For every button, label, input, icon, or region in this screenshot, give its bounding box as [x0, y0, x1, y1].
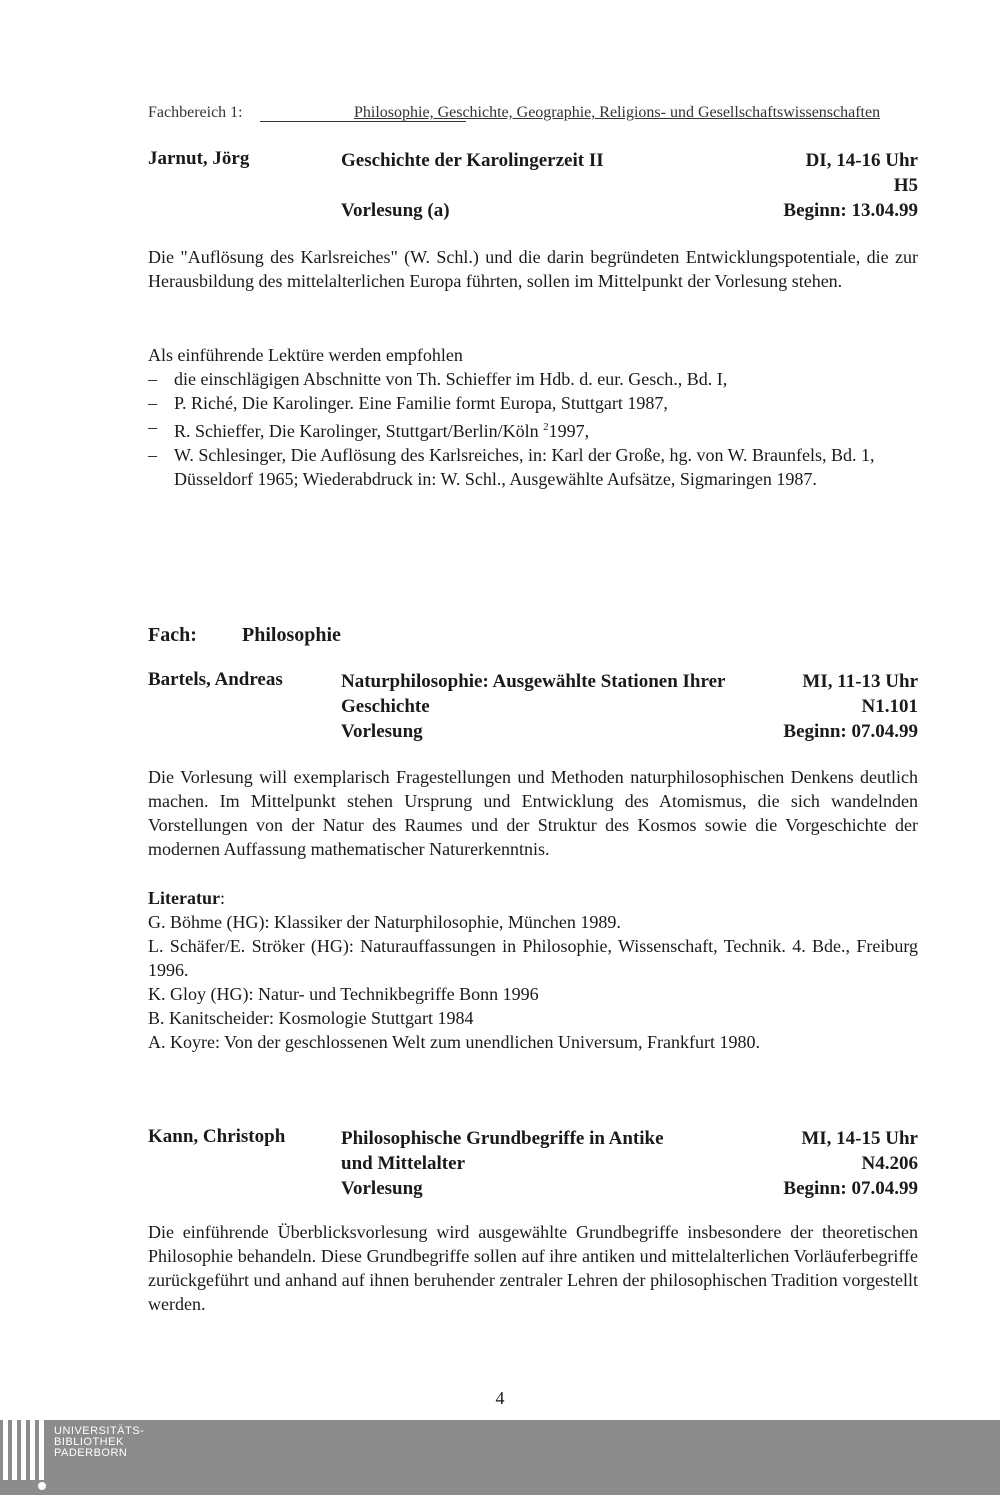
course-title-line: Geschichte [341, 696, 430, 717]
library-name: UNIVERSITÄTS- BIBLIOTHEK PADERBORN [54, 1425, 145, 1459]
course-title-line: Naturphilosophie: Ausgewählte Stationen Ihrer [341, 671, 726, 692]
list-item: K. Gloy (HG): Natur- und Technikbegriffe Bonn 1996 [148, 984, 539, 1004]
lecturer-name: Jarnut, Jörg [148, 148, 250, 169]
course-entry-bartels [148, 669, 918, 749]
subject-label: Fach: [148, 624, 197, 646]
list-item: B. Kanitscheider: Kosmologie Stuttgart 1984 [148, 1008, 474, 1028]
reading-list [148, 367, 918, 491]
list-item: G. Böhme (HG): Klassiker der Naturphilosophie, München 1989. [148, 912, 621, 932]
course-time: DI, 14-16 Uhr [805, 150, 918, 171]
course-title-line: und Mittelalter [341, 1153, 466, 1174]
reading-intro: Als einführende Lektüre werden empfohlen [148, 345, 463, 365]
course-room: N4.206 [861, 1153, 918, 1174]
subject-value: Philosophie [242, 624, 341, 646]
department-label: Fachbereich 1: [148, 104, 243, 121]
subject-heading [148, 624, 341, 647]
course-time: MI, 11-13 Uhr [802, 671, 918, 692]
course-schedule [783, 1126, 918, 1201]
logo-dot [38, 1482, 46, 1490]
lecturer-name: Bartels, Andreas [148, 669, 283, 690]
course-start: Beginn: 07.04.99 [783, 721, 918, 742]
course-room: H5 [893, 175, 918, 196]
course-start: Beginn: 07.04.99 [783, 1178, 918, 1199]
literature-heading: Literatur: [148, 888, 225, 908]
course-description: Die einführende Überblicksvorlesung wird ausgewählte Grundbegriffe insbesondere der theoretischen Philosophie behandeln. Diese Grundbegriffe sollen auf ihre antiken und mittelalterlichen Vorläuferbegriffe zurückgeführt und anhand auf ihnen beruhender zentraler Lehren der philosophischen Tradition vorgestellt werden. [148, 1222, 918, 1314]
course-entry-kann [148, 1126, 918, 1206]
course-schedule [783, 148, 918, 223]
course-title: Geschichte der Karolingerzeit II [341, 150, 604, 171]
course-type: Vorlesung [341, 721, 423, 742]
course-start: Beginn: 13.04.99 [783, 200, 918, 221]
page-header [148, 104, 918, 124]
course-type: Vorlesung [341, 1178, 423, 1199]
course-schedule [783, 669, 918, 744]
course-title-block [341, 669, 761, 744]
lecturer-name: Kann, Christoph [148, 1126, 286, 1147]
list-item: – die einschlägigen Abschnitte von Th. Schieffer im Hdb. d. eur. Gesch., Bd. I, [148, 369, 728, 389]
literature-block [148, 886, 918, 1054]
list-item: A. Koyre: Von der geschlossenen Welt zum unendlichen Universum, Frankfurt 1980. [148, 1032, 760, 1052]
course-title-line: Philosophische Grundbegriffe in Antike [341, 1128, 664, 1149]
course-type: Vorlesung (a) [341, 200, 450, 221]
course-room: N1.101 [861, 696, 918, 717]
library-footer [0, 1420, 1000, 1495]
list-item: – P. Riché, Die Karolinger. Eine Familie formt Europa, Stuttgart 1987, [148, 393, 668, 413]
course-title-block [341, 148, 761, 223]
list-item: – R. Schieffer, Die Karolinger, Stuttgart/Berlin/Köln $^2$1997, [148, 417, 590, 441]
department-fields: Philosophie, Geschichte, Geographie, Religions- und Gesellschaftswissenschaften [354, 104, 881, 121]
course-description: Die "Auflösung des Karlsreiches" (W. Schl.) und die darin begründeten Entwicklungspotentiale, die zur Herausbildung des mittelalterlichen Europa führten, sollen im Mittelpunkt der Vorlesung stehen. [148, 247, 918, 291]
library-logo [0, 1420, 48, 1480]
course-description: Die Vorlesung will exemplarisch Fragestellungen und Methoden naturphilosophischen Denkens deutlich machen. Im Mittelpunkt stehen Ursprung und Entwicklung des Atomismus, die sich wandelnden Vorstellungen von der Natur des Raumes und der Struktur des Kosmos sowie die Vorgeschichte der modernen Auffassung mathematischer Naturerkenntnis. [148, 767, 918, 859]
list-item: – W. Schlesinger, Die Auflösung des Karlsreiches, in: Karl der Große, hg. von W. Braunfels, Bd. 1, Düsseldorf 1965; Wiederabdruck in: W. Schl., Ausgewählte Aufsätze, Sigmaringen 1987. [148, 445, 875, 489]
course-entry-jarnut [148, 148, 918, 228]
page-number: 4 [495, 1388, 505, 1408]
list-item: L. Schäfer/E. Ströker (HG): Naturauffassungen in Philosophie, Wissenschaft, Technik. 4. Bde., Freiburg 1996. [148, 936, 918, 980]
course-title-block [341, 1126, 761, 1201]
course-time: MI, 14-15 Uhr [801, 1128, 918, 1149]
